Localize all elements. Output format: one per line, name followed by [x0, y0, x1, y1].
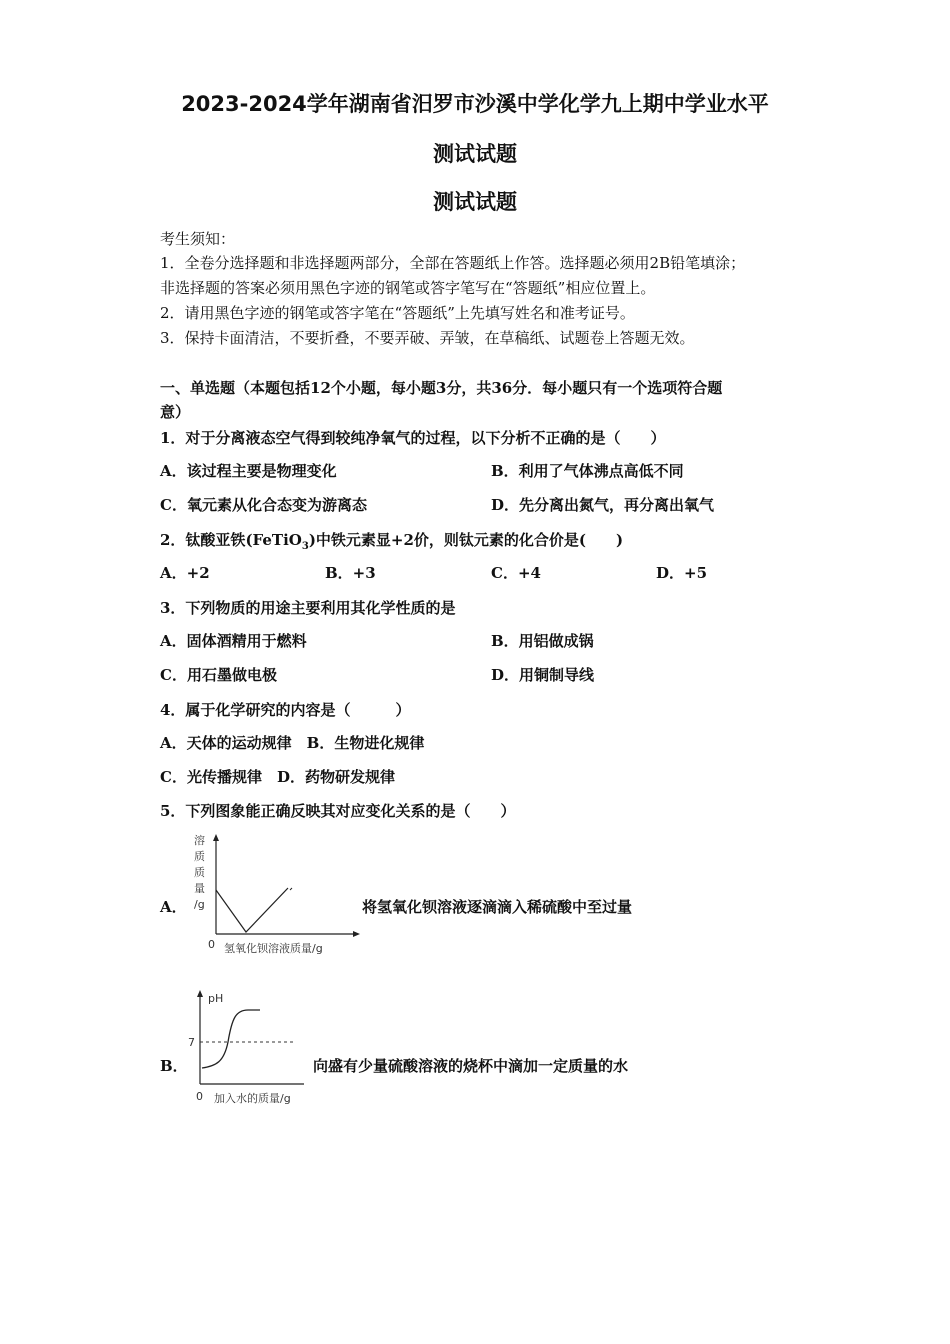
q5-graph-b-ylabel: pH: [208, 992, 224, 1005]
q3-option-b: B．用铝做成锅: [491, 632, 594, 650]
q1-stem: 1．对于分离液态空气得到较纯净氧气的过程，以下分析不正确的是（ ）: [160, 429, 666, 447]
q5-graph-b: [186, 988, 316, 1110]
q2-stem-post: )中铁元素显+2价，则钛元素的化合价是( ): [308, 531, 624, 549]
q5-option-a-text: 将氢氧化钡溶液逐滴滴入稀硫酸中至过量: [362, 898, 633, 916]
q5-graph-a-ylabel-5: /g: [194, 898, 205, 911]
q5-graph-a-x-arrow: [353, 931, 360, 937]
section1-header-line1: 一、单选题（本题包括12个小题，每小题3分，共36分．每小题只有一个选项符合题: [160, 379, 723, 397]
q3-option-a: A．固体酒精用于燃料: [160, 632, 307, 650]
q2-stem-pre: 2．钛酸亚铁(FeTiO: [160, 531, 302, 549]
q5-graph-a-ylabel-4: 量: [194, 882, 205, 895]
q5-graph-a-ylabel-2: 质: [194, 850, 205, 863]
notice-heading: 考生须知：: [160, 230, 236, 248]
q5-option-b-label: B．: [160, 1057, 188, 1075]
doc-title-line3: 测试试题: [433, 190, 517, 214]
q5-graph-b-tick-7: 7: [188, 1036, 195, 1049]
notice-item2: 2．请用黑色字迹的钢笔或答字笔在“答题纸”上先填写姓名和准考证号。: [160, 304, 635, 322]
q4-options-ab: A．天体的运动规律 B．生物进化规律: [160, 734, 425, 752]
q4-stem: 4．属于化学研究的内容是（ ）: [160, 701, 411, 719]
q5-graph-a-xlabel: 氢氧化钡溶液质量/g: [224, 942, 323, 955]
q2-stem-subscript: 3: [301, 541, 309, 552]
q1-option-d: D．先分离出氮气，再分离出氧气: [491, 496, 715, 514]
q5-graph-b-curve: [202, 1010, 260, 1068]
doc-title-line1: 2023-2024学年湖南省汨罗市沙溪中学化学九上期中学业水平: [181, 92, 769, 116]
q3-option-d: D．用铜制导线: [491, 666, 595, 684]
q3-stem: 3．下列物质的用途主要利用其化学性质的是: [160, 599, 456, 617]
notice-item3: 3．保持卡面清洁，不要折叠，不要弄破、弄皱，在草稿纸、试题卷上答题无效。: [160, 329, 695, 347]
q2-stem: [160, 529, 623, 552]
q5-graph-b-y-arrow: [197, 990, 203, 997]
q2-option-c: C．+4: [491, 564, 541, 582]
q5-graph-a-y-arrow: [213, 834, 219, 841]
q5-option-a-label: A．: [160, 898, 187, 916]
notice-item1-line2: 非选择题的答案必须用黑色字迹的钢笔或答字笔写在“答题纸”相应位置上。: [160, 279, 656, 297]
q5-option-b-text: 向盛有少量硫酸溶液的烧杯中滴加一定质量的水: [313, 1057, 629, 1075]
q5-graph-a-ylabel-1: 溶: [194, 834, 205, 847]
q5-graph-b-xlabel: 加入水的质量/g: [214, 1092, 291, 1105]
q1-option-b: B．利用了气体沸点高低不同: [491, 462, 684, 480]
q4-options-cd: C．光传播规律 D．药物研发规律: [160, 768, 395, 786]
q5-stem: 5．下列图象能正确反映其对应变化关系的是（ ）: [160, 802, 516, 820]
q1-option-c: C．氧元素从化合态变为游离态: [160, 496, 367, 514]
q5-graph-a-ylabel-3: 质: [194, 866, 205, 879]
q2-option-b: B．+3: [325, 564, 376, 582]
q5-graph-a-origin: 0: [208, 938, 215, 951]
section1-header-line2: 意）: [160, 403, 191, 421]
q5-graph-a-curve: [216, 888, 288, 932]
notice-item1-line1: 1．全卷分选择题和非选择题两部分，全部在答题纸上作答。选择题必须用2B铅笔填涂；: [160, 254, 746, 272]
q2-option-a: A．+2: [160, 564, 210, 582]
q5-graph-a-curve-tail: [290, 888, 292, 890]
q5-graph-a: [188, 830, 368, 962]
q5-graph-b-origin: 0: [196, 1090, 203, 1103]
doc-title-line2: 测试试题: [433, 142, 517, 166]
q2-option-d: D．+5: [656, 564, 708, 582]
q1-option-a: A．该过程主要是物理变化: [160, 462, 337, 480]
q3-option-c: C．用石墨做电极: [160, 666, 277, 684]
